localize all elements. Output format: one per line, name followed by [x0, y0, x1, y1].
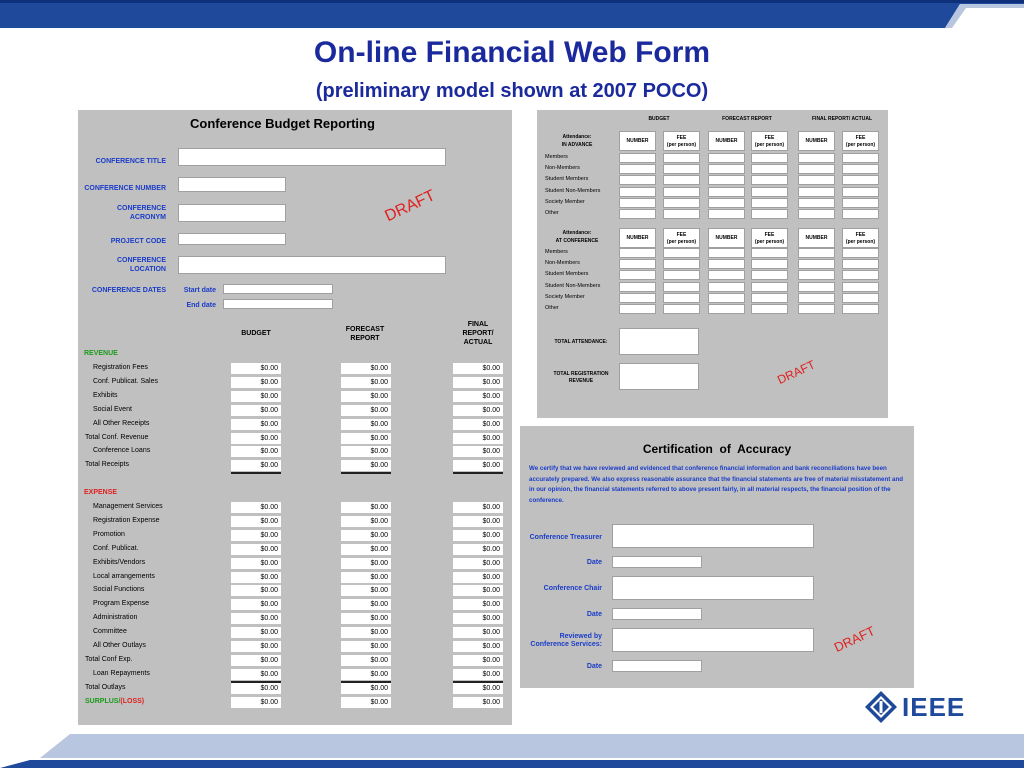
- expense-forecast-cell[interactable]: $0.00: [341, 585, 391, 596]
- expense-row-label: Conf. Publicat.: [93, 544, 139, 552]
- advance-label-2: IN ADVANCE: [561, 142, 593, 148]
- conference-acronym-input[interactable]: [178, 204, 286, 222]
- fee-header-text: FEE: [764, 135, 775, 141]
- attendance-input-cell[interactable]: [842, 248, 879, 258]
- attendance-input-cell[interactable]: [842, 198, 879, 208]
- chair-date-label: Date: [586, 611, 602, 618]
- reviewed-label-2: Conference Services:: [530, 641, 602, 648]
- budget-form-heading: Conference Budget Reporting: [190, 116, 375, 131]
- fee-header-cell: [842, 131, 879, 151]
- expense-final-cell[interactable]: $0.00: [453, 516, 503, 527]
- attendance-input-cell[interactable]: [842, 153, 879, 163]
- attendance-input-cell[interactable]: [663, 187, 700, 197]
- expense-forecast-cell[interactable]: $0.00: [341, 502, 391, 513]
- revenue-final-cell[interactable]: $0.00: [453, 363, 503, 374]
- chair-signature-input[interactable]: [612, 576, 814, 600]
- expense-row-label: Total Outlays: [85, 683, 126, 691]
- expense-forecast-cell[interactable]: $0.00: [341, 544, 391, 555]
- surplus-text: SURPLUS/: [85, 697, 121, 705]
- number-header-text: NUMBER: [626, 138, 649, 144]
- attendance-input-cell[interactable]: [708, 293, 745, 303]
- ieee-logo: [864, 688, 994, 728]
- attendance-category-label: Non-Members: [545, 165, 580, 172]
- revenue-forecast-cell[interactable]: $0.00: [341, 377, 391, 388]
- revenue-final-cell[interactable]: $0.00: [453, 391, 503, 402]
- attendance-budget-header: BUDGET: [648, 116, 670, 122]
- certification-panel: [520, 426, 914, 688]
- attendance-input-cell[interactable]: [708, 198, 745, 208]
- conference-location-label-2: LOCATION: [129, 266, 166, 273]
- budget-column-header: BUDGET: [241, 330, 271, 337]
- conference-acronym-label-2: ACRONYM: [129, 214, 166, 221]
- expense-forecast-cell[interactable]: $0.00: [341, 572, 391, 583]
- expense-forecast-cell[interactable]: $0.00: [341, 655, 391, 666]
- expense-row-label: Exhibits/Vendors: [93, 558, 146, 566]
- attendance-category-label: Other: [545, 305, 559, 311]
- fee-per-person-text: (per person): [754, 142, 785, 148]
- attendance-input-cell[interactable]: [751, 259, 788, 269]
- revenue-budget-cell[interactable]: $0.00: [231, 363, 281, 374]
- revenue-final-cell[interactable]: $0.00: [453, 419, 503, 430]
- number-header-text: NUMBER: [805, 138, 828, 144]
- revenue-heading: REVENUE: [84, 350, 118, 357]
- conference-att-label-2: AT CONFERENCE: [555, 238, 599, 244]
- total-registration-input[interactable]: [619, 363, 699, 390]
- attendance-category-label: Society Member: [545, 293, 585, 300]
- draft-watermark-2: DRAFT: [775, 357, 818, 387]
- attendance-input-cell[interactable]: [842, 282, 879, 292]
- revenue-final-cell[interactable]: $0.00: [453, 377, 503, 388]
- expense-final-cell[interactable]: $0.00: [453, 655, 503, 666]
- chair-date-input[interactable]: [612, 608, 702, 620]
- final-column-header-1: FINAL: [467, 321, 489, 328]
- expense-row-label: Local arrangements: [93, 572, 155, 580]
- attendance-input-cell[interactable]: [708, 164, 745, 174]
- fee-header-cell: [663, 131, 700, 151]
- treasurer-signature-input[interactable]: [612, 524, 814, 548]
- total-underline: [341, 472, 391, 474]
- expense-budget-cell[interactable]: $0.00: [231, 613, 281, 624]
- expense-budget-cell[interactable]: $0.00: [231, 683, 281, 694]
- revenue-row-label: Total Receipts: [85, 461, 129, 469]
- expense-row-label: Committee: [93, 628, 127, 636]
- revenue-budget-cell[interactable]: $0.00: [231, 405, 281, 416]
- expense-final-cell[interactable]: $0.00: [453, 530, 503, 541]
- revenue-row-label: Conference Loans: [93, 447, 151, 455]
- expense-row-label: Social Functions: [93, 586, 145, 594]
- attendance-input-cell[interactable]: [708, 282, 745, 292]
- revenue-forecast-cell[interactable]: $0.00: [341, 419, 391, 430]
- attendance-input-cell[interactable]: [842, 304, 879, 314]
- revenue-row-label: Total Conf. Revenue: [85, 433, 149, 441]
- expense-forecast-cell[interactable]: $0.00: [341, 558, 391, 569]
- fee-header-text: FEE: [676, 232, 687, 238]
- attendance-input-cell[interactable]: [751, 153, 788, 163]
- certification-statement: We certify that we have reviewed and evidenced that conference financial information and bank reconciliations have been accurately prepared. We also express reasonable assurance that the financial statements are free of material misstatement and in our opinion, the financial statements referred to above present fairly, in all material respects, the financial position of the conference.: [529, 465, 904, 504]
- attendance-input-cell[interactable]: [798, 209, 835, 219]
- expense-row-label: Total Conf Exp.: [85, 655, 133, 663]
- total-attendance-input[interactable]: [619, 328, 699, 355]
- attendance-category-label: Student Non-Members: [545, 282, 601, 289]
- certification-heading: Certification of Accuracy: [642, 442, 792, 456]
- fee-per-person-text: (per person): [845, 142, 876, 148]
- attendance-input-cell[interactable]: [798, 175, 835, 185]
- attendance-input-cell[interactable]: [708, 175, 745, 185]
- expense-budget-cell[interactable]: $0.00: [231, 655, 281, 666]
- expense-forecast-cell[interactable]: $0.00: [341, 683, 391, 694]
- attendance-input-cell[interactable]: [708, 248, 745, 258]
- attendance-input-cell[interactable]: [751, 293, 788, 303]
- ieee-diamond-icon: [864, 690, 898, 724]
- revenue-budget-cell[interactable]: $0.00: [231, 377, 281, 388]
- draft-watermark-1: DRAFT: [382, 187, 438, 226]
- attendance-input-cell[interactable]: [663, 248, 700, 258]
- attendance-input-cell[interactable]: [663, 282, 700, 292]
- revenue-budget-cell[interactable]: $0.00: [231, 391, 281, 402]
- expense-final-cell[interactable]: $0.00: [453, 613, 503, 624]
- attendance-input-cell[interactable]: [708, 153, 745, 163]
- reviewed-date-label: Date: [586, 663, 602, 670]
- attendance-input-cell[interactable]: [798, 282, 835, 292]
- expense-budget-cell[interactable]: $0.00: [231, 558, 281, 569]
- revenue-row-label: Conf. Publicat. Sales: [93, 377, 158, 385]
- attendance-input-cell[interactable]: [663, 209, 700, 219]
- attendance-input-cell[interactable]: [842, 270, 879, 280]
- expense-budget-cell[interactable]: $0.00: [231, 697, 281, 708]
- attendance-input-cell[interactable]: [708, 304, 745, 314]
- revenue-forecast-cell[interactable]: $0.00: [341, 460, 391, 471]
- conference-att-label-1: Attendance:: [562, 230, 592, 236]
- advance-label-1: Attendance:: [562, 134, 592, 140]
- attendance-input-cell[interactable]: [842, 164, 879, 174]
- attendance-input-cell[interactable]: [751, 282, 788, 292]
- attendance-category-label: Members: [545, 249, 568, 255]
- attendance-input-cell[interactable]: [619, 248, 656, 258]
- start-date-label: Start date: [183, 287, 216, 294]
- attendance-input-cell[interactable]: [842, 209, 879, 219]
- bottom-banner: [0, 728, 1024, 768]
- expense-forecast-cell[interactable]: $0.00: [341, 613, 391, 624]
- attendance-input-cell[interactable]: [751, 198, 788, 208]
- attendance-input-cell[interactable]: [619, 282, 656, 292]
- attendance-input-cell[interactable]: [619, 304, 656, 314]
- fee-header-text: FEE: [855, 135, 866, 141]
- loss-text: (LOSS): [120, 697, 145, 705]
- attendance-input-cell[interactable]: [751, 175, 788, 185]
- expense-final-cell[interactable]: $0.00: [453, 599, 503, 610]
- attendance-input-cell[interactable]: [751, 304, 788, 314]
- attendance-category-label: Student Non-Members: [545, 187, 601, 194]
- fee-header-cell: [663, 228, 700, 248]
- attendance-input-cell[interactable]: [619, 259, 656, 269]
- slide-title: On-line Financial Web Form: [313, 36, 711, 69]
- fee-header-text: FEE: [676, 135, 687, 141]
- expense-final-cell[interactable]: $0.00: [453, 502, 503, 513]
- final-column-header-2: REPORT/: [462, 330, 494, 337]
- attendance-input-cell[interactable]: [708, 270, 745, 280]
- attendance-category-label: Student Members: [545, 176, 589, 183]
- revenue-row-label: Exhibits: [93, 391, 118, 399]
- revenue-budget-cell[interactable]: $0.00: [231, 460, 281, 471]
- revenue-row-label: Registration Fees: [93, 364, 148, 371]
- end-date-input[interactable]: [223, 299, 333, 309]
- number-header-text: NUMBER: [626, 235, 649, 241]
- fee-header-text: FEE: [855, 232, 866, 238]
- expense-forecast-cell[interactable]: $0.00: [341, 599, 391, 610]
- conference-acronym-label-1: CONFERENCE: [116, 205, 166, 212]
- attendance-category-label: Society Member: [545, 198, 585, 205]
- expense-final-cell[interactable]: $0.00: [453, 697, 503, 708]
- expense-budget-cell[interactable]: $0.00: [231, 669, 281, 680]
- expense-budget-cell[interactable]: $0.00: [231, 516, 281, 527]
- attendance-input-cell[interactable]: [619, 198, 656, 208]
- attendance-input-cell[interactable]: [619, 209, 656, 219]
- revenue-forecast-cell[interactable]: $0.00: [341, 363, 391, 374]
- revenue-final-cell[interactable]: $0.00: [453, 433, 503, 444]
- expense-budget-cell[interactable]: $0.00: [231, 599, 281, 610]
- expense-budget-cell[interactable]: $0.00: [231, 544, 281, 555]
- slide-subtitle: (preliminary model shown at 2007 POCO): [315, 80, 709, 102]
- attendance-category-label: Members: [545, 154, 568, 160]
- expense-row-label: [85, 698, 144, 705]
- attendance-input-cell[interactable]: [663, 293, 700, 303]
- start-date-input[interactable]: [223, 284, 333, 294]
- number-header-text: NUMBER: [805, 235, 828, 241]
- conference-location-input[interactable]: [178, 256, 446, 274]
- fee-header-cell: [842, 228, 879, 248]
- expense-final-cell[interactable]: $0.00: [453, 544, 503, 555]
- budget-form-panel: [78, 110, 512, 725]
- attendance-input-cell[interactable]: [708, 259, 745, 269]
- total-registration-label-1: TOTAL REGISTRATION: [553, 371, 609, 377]
- attendance-input-cell[interactable]: [751, 248, 788, 258]
- project-code-input[interactable]: [178, 233, 286, 245]
- expense-row-label: Management Services: [93, 503, 163, 510]
- fee-per-person-text: (per person): [845, 239, 876, 245]
- expense-row-label: Program Expense: [93, 600, 150, 608]
- attendance-input-cell[interactable]: [708, 209, 745, 219]
- expense-forecast-cell[interactable]: $0.00: [341, 516, 391, 527]
- attendance-input-cell[interactable]: [798, 293, 835, 303]
- attendance-input-cell[interactable]: [663, 153, 700, 163]
- attendance-forecast-header: FORECAST REPORT: [722, 116, 772, 122]
- attendance-input-cell[interactable]: [663, 259, 700, 269]
- draft-watermark-3: DRAFT: [831, 623, 878, 655]
- total-underline: [231, 472, 281, 474]
- fee-header-cell: [751, 131, 788, 151]
- attendance-category-label: Non-Members: [545, 260, 580, 267]
- attendance-input-cell[interactable]: [751, 209, 788, 219]
- expense-final-cell[interactable]: $0.00: [453, 627, 503, 638]
- expense-row-label: All Other Outlays: [93, 642, 146, 649]
- attendance-input-cell[interactable]: [619, 175, 656, 185]
- attendance-final-header: FINAL REPORT/ ACTUAL: [812, 116, 872, 122]
- attendance-input-cell[interactable]: [663, 175, 700, 185]
- revenue-forecast-cell[interactable]: $0.00: [341, 391, 391, 402]
- expense-row-label: Administration: [93, 614, 138, 622]
- attendance-input-cell[interactable]: [619, 153, 656, 163]
- expense-final-cell[interactable]: $0.00: [453, 572, 503, 583]
- treasurer-label: Conference Treasurer: [529, 534, 602, 541]
- reviewed-date-input[interactable]: [612, 660, 702, 672]
- expense-forecast-cell[interactable]: $0.00: [341, 627, 391, 638]
- expense-final-cell[interactable]: $0.00: [453, 558, 503, 569]
- treasurer-date-input[interactable]: [612, 556, 702, 568]
- expense-final-cell[interactable]: $0.00: [453, 669, 503, 680]
- revenue-final-cell[interactable]: $0.00: [453, 405, 503, 416]
- ieee-logo-text: IEEE: [902, 692, 966, 722]
- fee-header-text: FEE: [764, 232, 775, 238]
- expense-final-cell[interactable]: $0.00: [453, 585, 503, 596]
- expense-final-cell[interactable]: $0.00: [453, 683, 503, 694]
- conference-dates-label: CONFERENCE DATES: [91, 287, 166, 294]
- expense-budget-cell[interactable]: $0.00: [231, 502, 281, 513]
- conference-title-label: CONFERENCE TITLE: [95, 158, 166, 165]
- expense-forecast-cell[interactable]: $0.00: [341, 530, 391, 541]
- attendance-input-cell[interactable]: [798, 259, 835, 269]
- conference-title-input[interactable]: [178, 148, 446, 166]
- conference-number-label: CONFERENCE NUMBER: [84, 185, 166, 192]
- reviewed-label-1: Reviewed by: [559, 633, 602, 640]
- total-underline: [453, 472, 503, 474]
- revenue-forecast-cell[interactable]: $0.00: [341, 433, 391, 444]
- attendance-input-cell[interactable]: [619, 187, 656, 197]
- attendance-input-cell[interactable]: [663, 164, 700, 174]
- attendance-input-cell[interactable]: [842, 187, 879, 197]
- attendance-input-cell[interactable]: [842, 175, 879, 185]
- expense-row-label: Registration Expense: [93, 516, 160, 524]
- revenue-final-cell[interactable]: $0.00: [453, 446, 503, 457]
- attendance-input-cell[interactable]: [798, 248, 835, 258]
- expense-forecast-cell[interactable]: $0.00: [341, 641, 391, 652]
- number-header-text: NUMBER: [715, 138, 738, 144]
- attendance-input-cell[interactable]: [619, 164, 656, 174]
- revenue-final-cell[interactable]: $0.00: [453, 460, 503, 471]
- reviewed-signature-input[interactable]: [612, 628, 814, 652]
- conference-number-input[interactable]: [178, 177, 286, 192]
- chair-label: Conference Chair: [543, 585, 602, 592]
- end-date-label: End date: [186, 302, 216, 309]
- treasurer-date-label: Date: [586, 559, 602, 566]
- fee-header-cell: [751, 228, 788, 248]
- revenue-budget-cell[interactable]: $0.00: [231, 446, 281, 457]
- attendance-input-cell[interactable]: [798, 198, 835, 208]
- attendance-input-cell[interactable]: [798, 164, 835, 174]
- attendance-input-cell[interactable]: [842, 259, 879, 269]
- expense-budget-cell[interactable]: $0.00: [231, 585, 281, 596]
- attendance-input-cell[interactable]: [751, 164, 788, 174]
- attendance-input-cell[interactable]: [798, 153, 835, 163]
- project-code-label: PROJECT CODE: [110, 238, 166, 245]
- attendance-input-cell[interactable]: [663, 270, 700, 280]
- expense-budget-cell[interactable]: $0.00: [231, 641, 281, 652]
- attendance-input-cell[interactable]: [798, 304, 835, 314]
- attendance-form-panel: [537, 110, 888, 418]
- attendance-input-cell[interactable]: [842, 293, 879, 303]
- expense-budget-cell[interactable]: $0.00: [231, 572, 281, 583]
- forecast-column-header-2: REPORT: [350, 335, 380, 342]
- revenue-budget-cell[interactable]: $0.00: [231, 419, 281, 430]
- revenue-forecast-cell[interactable]: $0.00: [341, 446, 391, 457]
- forecast-column-header-1: FORECAST: [345, 326, 385, 333]
- expense-budget-cell[interactable]: $0.00: [231, 530, 281, 541]
- attendance-input-cell[interactable]: [798, 187, 835, 197]
- final-column-header-3: ACTUAL: [463, 339, 493, 346]
- expense-forecast-cell[interactable]: $0.00: [341, 669, 391, 680]
- expense-forecast-cell[interactable]: $0.00: [341, 697, 391, 708]
- attendance-input-cell[interactable]: [663, 198, 700, 208]
- expense-budget-cell[interactable]: $0.00: [231, 627, 281, 638]
- expense-final-cell[interactable]: $0.00: [453, 641, 503, 652]
- fee-per-person-text: (per person): [666, 239, 697, 245]
- attendance-input-cell[interactable]: [663, 304, 700, 314]
- conference-location-label-1: CONFERENCE: [116, 257, 166, 264]
- revenue-row-label: All Other Receipts: [93, 419, 150, 427]
- revenue-budget-cell[interactable]: $0.00: [231, 433, 281, 444]
- total-registration-label-2: REVENUE: [568, 378, 594, 384]
- attendance-category-label: Other: [545, 210, 559, 216]
- revenue-forecast-cell[interactable]: $0.00: [341, 405, 391, 416]
- expense-heading: EXPENSE: [84, 489, 118, 496]
- fee-per-person-text: (per person): [666, 142, 697, 148]
- attendance-input-cell[interactable]: [798, 270, 835, 280]
- total-attendance-label: TOTAL ATTENDANCE:: [554, 339, 608, 345]
- top-banner: [0, 0, 1024, 28]
- attendance-input-cell[interactable]: [751, 270, 788, 280]
- attendance-input-cell[interactable]: [619, 270, 656, 280]
- expense-row-label: Promotion: [93, 530, 125, 538]
- number-header-text: NUMBER: [715, 235, 738, 241]
- attendance-input-cell[interactable]: [751, 187, 788, 197]
- attendance-category-label: Student Members: [545, 271, 589, 278]
- fee-per-person-text: (per person): [754, 239, 785, 245]
- attendance-input-cell[interactable]: [619, 293, 656, 303]
- revenue-row-label: Social Event: [93, 405, 132, 413]
- attendance-input-cell[interactable]: [708, 187, 745, 197]
- expense-row-label: Loan Repayments: [93, 669, 150, 677]
